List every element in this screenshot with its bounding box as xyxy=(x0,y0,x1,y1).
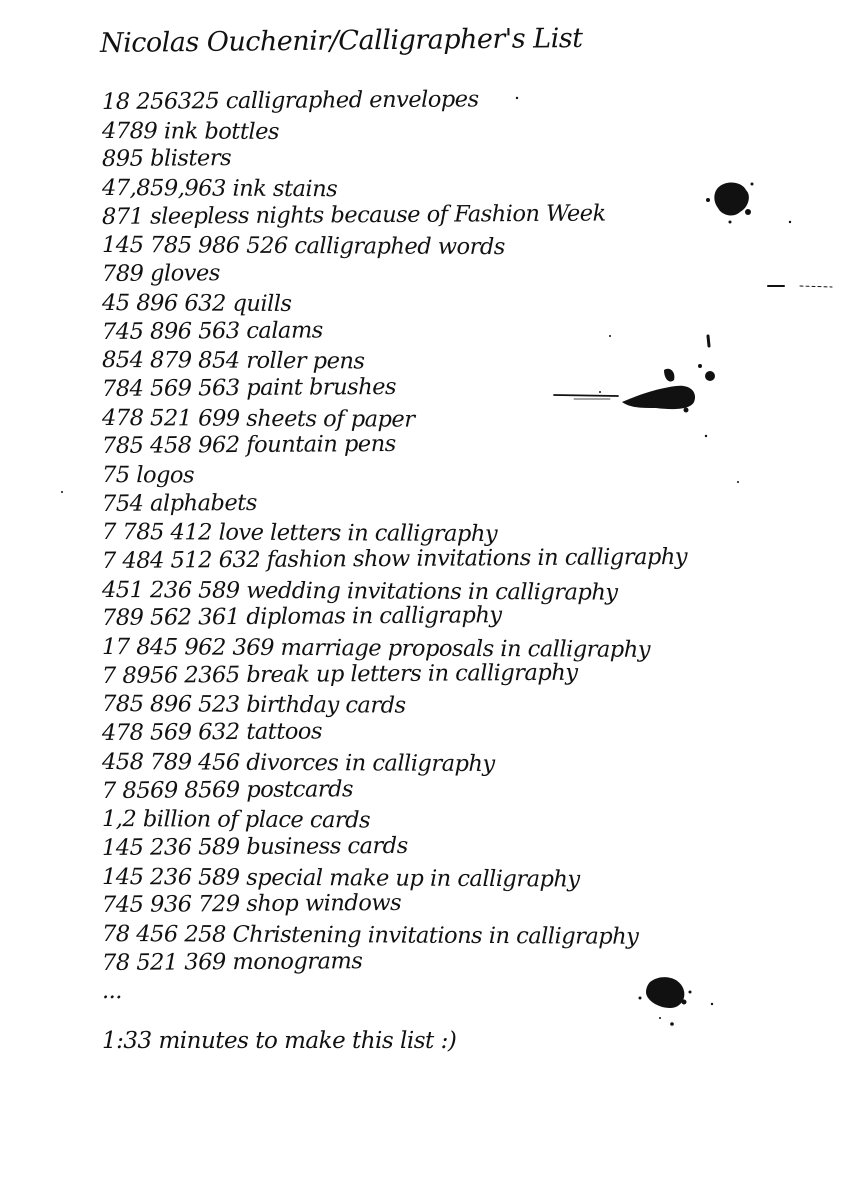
list-item: 854 879 854 roller pens xyxy=(101,347,365,375)
list-item: 478 569 632 tattoos xyxy=(101,718,323,747)
list-item: 789 gloves xyxy=(101,260,220,288)
list-item: 458 789 456 divorces in calligraphy xyxy=(101,748,495,777)
list-item: 7 785 412 love letters in calligraphy xyxy=(101,519,498,548)
list-item: 145 785 986 526 calligraphed words xyxy=(101,232,505,261)
list-item: 789 562 361 diplomas in calligraphy xyxy=(101,602,502,632)
list-item: 745 936 729 shop windows xyxy=(101,890,402,919)
list-item: 7 484 512 632 fashion show invitations in calligraphy xyxy=(101,543,688,574)
footer-note: 1:33 minutes to make this list :) xyxy=(102,1028,457,1054)
list-item: 145 236 589 business cards xyxy=(101,832,408,861)
list-item: 451 236 589 wedding invitations in calligraphy xyxy=(101,576,618,606)
list-item: 47,859,963 ink stains xyxy=(101,175,338,203)
list-item: 895 blisters xyxy=(101,145,232,173)
ink-dashes-right xyxy=(708,286,832,346)
list-item: 871 sleepless nights because of Fashion Week xyxy=(101,200,606,230)
list-item: 1,2 billion of place cards xyxy=(101,806,371,834)
list-item: 45 896 632 quills xyxy=(101,289,292,317)
list-item: 7 8569 8569 postcards xyxy=(101,775,354,804)
list-ellipsis: ... xyxy=(101,978,123,1005)
list-item: 78 521 369 monograms xyxy=(101,947,363,976)
list-item: 785 896 523 birthday cards xyxy=(101,691,406,720)
list-item: 784 569 563 paint brushes xyxy=(101,373,397,402)
list-item: 18 256325 calligraphed envelopes xyxy=(101,86,479,115)
list-item: 145 236 589 special make up in calligraphy xyxy=(101,863,580,893)
list-item: 4789 ink bottles xyxy=(101,117,280,145)
list-item: 745 896 563 calams xyxy=(101,316,323,345)
list-item: 478 521 699 sheets of paper xyxy=(101,404,415,433)
page-title: Nicolas Ouchenir/Calligrapher's List xyxy=(99,22,583,59)
list-item: 785 458 962 fountain pens xyxy=(101,431,396,460)
list-item: 754 alphabets xyxy=(101,489,257,517)
list-item: 7 8956 2365 break up letters in calligraphy xyxy=(101,659,578,689)
calligrapher-list xyxy=(102,88,687,1006)
list-item: 17 845 962 369 marriage proposals in calligraphy xyxy=(101,634,651,663)
list-item: 75 logos xyxy=(101,461,195,489)
list-item: 78 456 258 Christening invitations in calligraphy xyxy=(101,920,639,950)
